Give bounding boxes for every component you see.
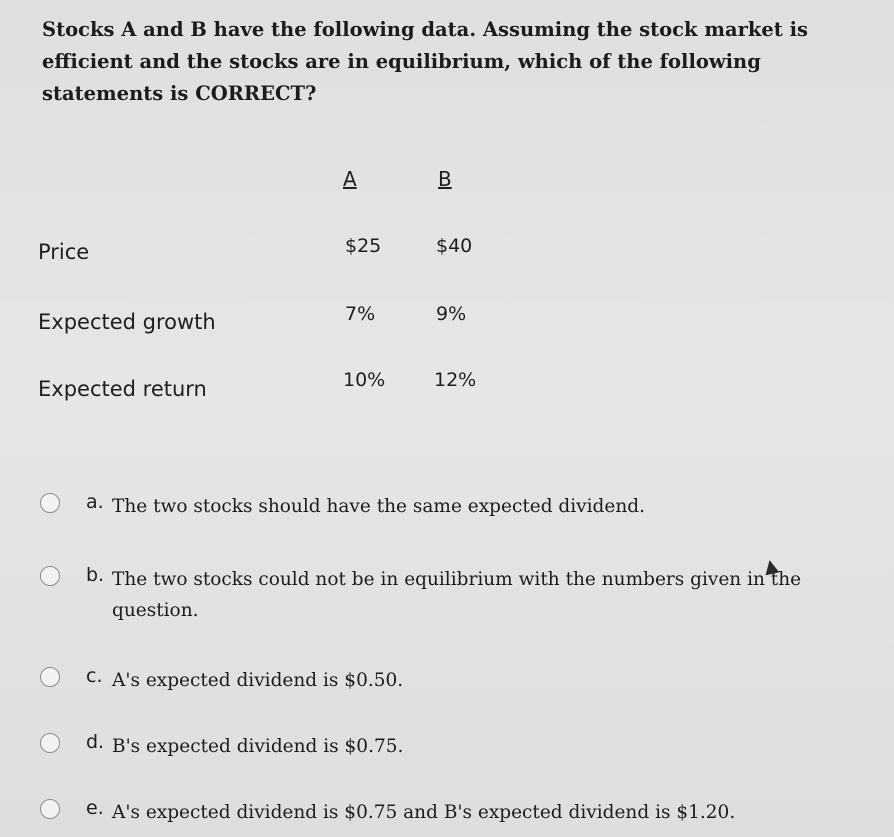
radio-button[interactable] xyxy=(40,493,60,513)
cell-growth-a: 7% xyxy=(345,303,376,325)
row-label-expected-return: Expected return xyxy=(38,377,207,401)
option-text: A's expected dividend is $0.50. xyxy=(112,670,404,691)
option-letter: b. xyxy=(86,564,105,586)
column-header-a: A xyxy=(343,167,357,191)
column-header-b: B xyxy=(438,167,452,191)
row-label-price: Price xyxy=(38,240,90,264)
option-letter: a. xyxy=(86,491,104,513)
option-text: The two stocks should have the same expected dividend. xyxy=(112,496,645,517)
cell-growth-b: 9% xyxy=(436,303,467,325)
cell-return-a: 10% xyxy=(343,369,386,391)
cell-price-a: $25 xyxy=(345,235,382,257)
radio-button[interactable] xyxy=(40,566,60,586)
row-label-expected-growth: Expected growth xyxy=(38,310,216,334)
cell-price-b: $40 xyxy=(436,235,473,257)
option-text: A's expected dividend is $0.75 and B's expected dividend is $1.20. xyxy=(112,802,736,823)
option-text: The two stocks could not be in equilibrium with the numbers given in the question. xyxy=(112,569,802,621)
option-letter: e. xyxy=(86,797,104,819)
mouse-cursor-icon xyxy=(763,559,780,576)
radio-button[interactable] xyxy=(40,733,60,753)
question-text: Stocks A and B have the following data. Assuming the stock market is efficient and the stocks are in equilibrium, which of the following statements is CORRECT? xyxy=(42,18,808,105)
option-text: B's expected dividend is $0.75. xyxy=(112,736,404,757)
option-letter: c. xyxy=(86,665,103,687)
radio-button[interactable] xyxy=(40,799,60,819)
cell-return-b: 12% xyxy=(434,369,477,391)
option-letter: d. xyxy=(86,731,105,753)
radio-button[interactable] xyxy=(40,667,60,687)
